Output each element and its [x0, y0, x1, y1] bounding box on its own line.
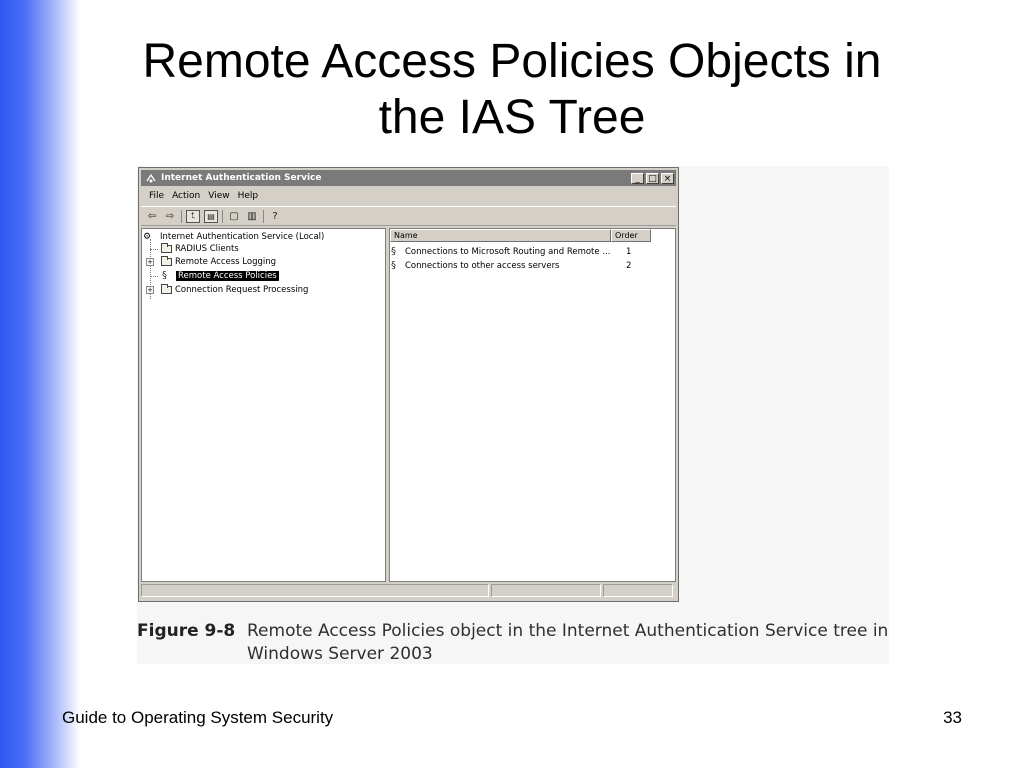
ias-app-icon: [144, 172, 158, 184]
console-tree-pane[interactable]: [141, 228, 386, 582]
policy-order: 1: [626, 247, 632, 257]
status-cell: [141, 584, 489, 597]
export-list-icon[interactable]: ▥: [247, 210, 257, 222]
help-icon[interactable]: ?: [272, 210, 278, 222]
toolbar: [141, 206, 676, 226]
ias-window: [138, 167, 679, 602]
slide-title-line-1: Remote Access Policies Objects in: [142, 35, 882, 88]
list-row[interactable]: [390, 246, 666, 258]
footer-course-title: Guide to Operating System Security: [62, 708, 334, 727]
window-titlebar[interactable]: [141, 170, 676, 186]
tree-item-connection-request-processing[interactable]: [146, 284, 308, 296]
close-button[interactable]: ×: [661, 173, 674, 184]
details-list-pane[interactable]: [389, 228, 676, 582]
menu-action[interactable]: Action: [172, 191, 201, 201]
tree-item-label-selected: Remote Access Policies: [178, 271, 277, 281]
back-arrow-icon[interactable]: ⇦: [147, 210, 157, 222]
tree-item-label: RADIUS Clients: [175, 244, 239, 254]
policy-name: Connections to Microsoft Routing and Remote ...: [405, 247, 611, 257]
folder-icon: [161, 258, 172, 266]
tree-guide-line: [150, 249, 158, 250]
tree-root[interactable]: [143, 231, 324, 243]
page-number: 33: [943, 708, 962, 727]
expand-icon[interactable]: +: [147, 286, 153, 294]
ias-root-icon: ⚙: [143, 232, 152, 242]
policy-icon: §: [162, 270, 167, 281]
slide-title: [60, 34, 964, 146]
expand-icon[interactable]: +: [147, 258, 153, 266]
forward-arrow-icon[interactable]: ⇨: [165, 210, 175, 222]
slide-title-line-2: the IAS Tree: [378, 91, 646, 144]
folder-icon: [161, 286, 172, 294]
menu-bar: [141, 188, 676, 204]
menu-file[interactable]: File: [149, 191, 165, 201]
maximize-button[interactable]: □: [646, 173, 659, 184]
toolbar-separator: [263, 210, 264, 223]
tree-item-radius-clients[interactable]: [161, 243, 239, 255]
column-header-order[interactable]: Order: [611, 229, 651, 242]
list-header: [390, 229, 651, 242]
toolbar-separator: [222, 210, 223, 223]
caption-line-1: Remote Access Policies object in the Internet Authentication Service tree in: [247, 621, 889, 641]
policy-icon: §: [391, 246, 396, 257]
status-cell: [603, 584, 673, 597]
menu-view[interactable]: View: [208, 191, 230, 201]
tree-item-remote-access-logging[interactable]: [146, 256, 276, 268]
tree-item-label: Connection Request Processing: [175, 285, 309, 295]
tree-guide-line: [150, 276, 158, 277]
caption-line-2: Windows Server 2003: [247, 644, 433, 664]
policy-order: 2: [626, 261, 632, 271]
figure-caption-text: [247, 620, 887, 666]
policy-icon: §: [391, 260, 396, 271]
menu-help[interactable]: Help: [237, 191, 259, 201]
figure-label: Figure 9-8: [137, 621, 236, 641]
status-bar: [141, 584, 676, 599]
status-cell: [491, 584, 601, 597]
tree-item-remote-access-policies[interactable]: [161, 270, 279, 282]
properties-icon[interactable]: ▢: [229, 210, 239, 222]
minimize-button[interactable]: _: [631, 173, 644, 184]
show-hide-tree-icon[interactable]: ▤: [204, 210, 218, 223]
policy-name: Connections to other access servers: [405, 261, 560, 271]
up-level-icon[interactable]: ⮤: [186, 210, 200, 223]
list-row[interactable]: [390, 260, 666, 272]
folder-icon: [161, 245, 172, 253]
toolbar-separator: [181, 210, 182, 223]
tree-root-label: Internet Authentication Service (Local): [160, 232, 325, 242]
window-title: Internet Authentication Service: [161, 173, 322, 183]
tree-item-label: Remote Access Logging: [175, 257, 277, 267]
column-header-name[interactable]: Name: [390, 229, 611, 242]
